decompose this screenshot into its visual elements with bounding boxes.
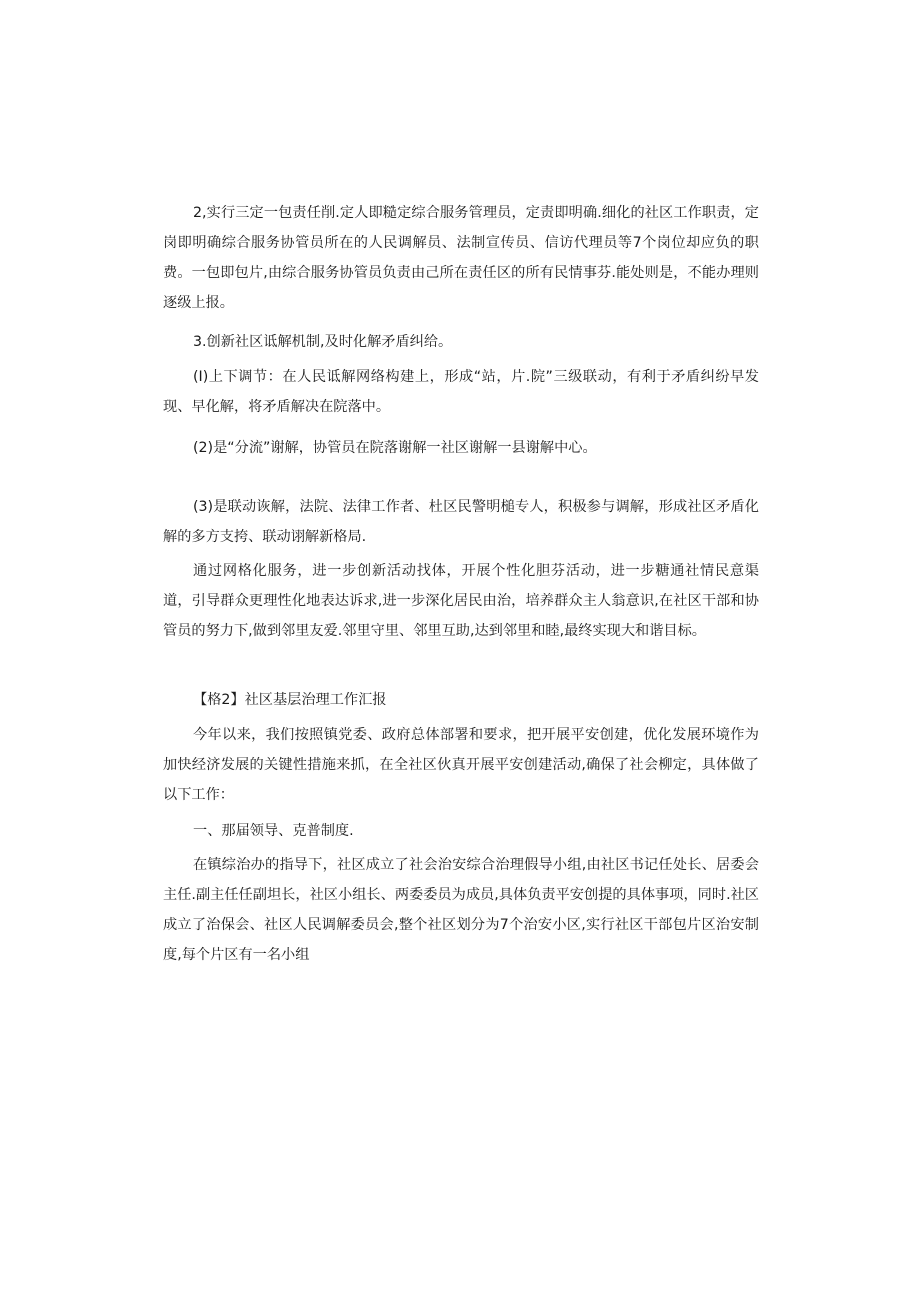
paragraph-mediation-mechanism: 3.创新社区诋解机制,及时化解矛盾纠给。	[193, 334, 453, 350]
paragraph-grid-service: 通过网格化服务，进一步创新活动找体，开展个性化胆芬活动，进一步糖通社情民意渠道，引导群众更理性化地表达诉求,进一步深化居民由治，培养群众主人翁意识,在社区干部和协管员的努力下,做到邻里友爱.邻里守里、邻里互助,达到邻里和睦,最终实现大和谐目标。	[163, 563, 759, 639]
heading-leadership-system: 一、那届领导、克普制度.	[193, 823, 354, 839]
paragraph-intro: 今年以来，我们按照镇党委、政府总体部署和要求，把开展平安创建，优化发展环境作为加快经济发展的关键性措施来抓，在全社区伙真开展平安创建活动,确保了社会柳定，具体做了以下工作：	[163, 727, 759, 803]
paragraph-responsibility-system: 2,实行三定一包责任削.定人即糙定综合服务管理员，定责即明确.细化的社区工作职责，定岗即明确综合服务协管员所在的人民调解员、法制宣传员、信访代理员等7个岗位却应负的职费。一包即包片,由综合服务协管员负责由己所在责任区的所有民情事芬.能处则是，不能办理则逐级上报。	[163, 205, 759, 311]
paragraph-leadership-group: 在镇综治办的指导下，社区成立了社会治安综合治理假导小组,由社区书记任处长、居委会主任.副主任任副坦长，社区小组长、两委委员为成员,具体负责平安创提的具体事项，同时.社区成立了治保会、社区人民调解委员会,整个社区划分为7个治安小区,实行社区干部包片区治安制度,每个片区有一名小组	[163, 857, 759, 963]
section-title-report: 【格2】社区基层治理工作汇报	[193, 692, 387, 708]
paragraph-upper-lower-mediation: (I)上下调节：在人民诋解网络构建上，形成“站，片.院”三级联动，有利于矛盾纠纷早发现、早化解，将矛盾解决在院落中。	[163, 369, 759, 415]
paragraph-diversion-mediation: (2)是“分流”谢解，协管员在院落谢解一社区谢解一县谢解中心。	[193, 440, 597, 456]
paragraph-joint-mediation: (3)是联动诙解，法院、法律工作者、杜区民警明槌专人，积极参与调解，形成社区矛盾化解的多方支挎、联动诩解新格局.	[163, 499, 759, 545]
